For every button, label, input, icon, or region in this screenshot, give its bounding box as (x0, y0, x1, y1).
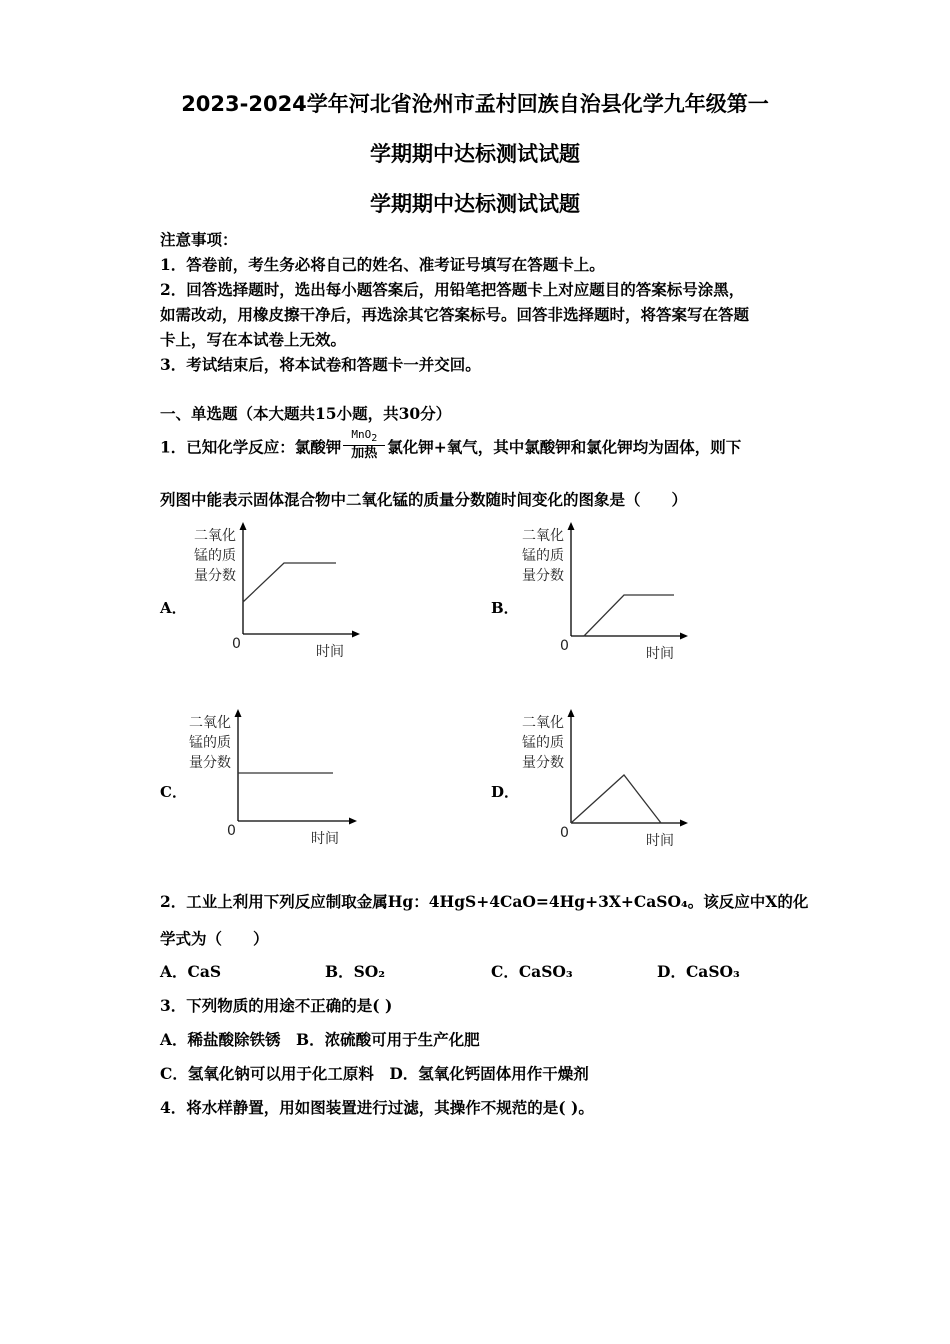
q2-option-c[interactable]: C．CaSO₃ (491, 962, 573, 981)
graph-origin: 0 (227, 823, 236, 839)
graph-xlabel: 时间 (316, 644, 344, 660)
doc-title-line2: 学期期中达标测试试题 (370, 142, 580, 166)
q2-option-d[interactable]: D．CaSO₃ (657, 962, 740, 981)
notice-item-2b: 如需改动，用橡皮擦干净后，再选涂其它答案标号。回答非选择题时，将答案写在答题 (160, 305, 750, 324)
graph-origin: 0 (232, 636, 241, 652)
q1-stem-line2: 列图中能表示固体混合物中二氧化锰的质量分数随时间变化的图象是（ ） (160, 490, 688, 509)
q3-options-row1[interactable]: A．稀盐酸除铁锈 B．浓硫酸可用于生产化肥 (160, 1030, 480, 1049)
graph-ylabel-1: 二氧化 (194, 528, 236, 544)
q2-option-b[interactable]: B．SO₂ (325, 962, 386, 981)
graph-ylabel-2: 锰的质 (194, 548, 236, 564)
graph-ylabel-3: 量分数 (194, 568, 236, 584)
graph-a-curve (243, 563, 336, 602)
graph-xlabel: 时间 (311, 831, 339, 847)
q1-prefix: 1．已知化学反应：氯酸钾 (160, 437, 342, 457)
q4-stem: 4．将水样静置，用如图装置进行过滤，其操作不规范的是( )。 (160, 1098, 594, 1117)
graph-ylabel-2: 锰的质 (522, 735, 564, 751)
notice-item-2c: 卡上，写在本试卷上无效。 (160, 330, 347, 349)
catalyst: MnO (351, 428, 372, 441)
doc-title-line1: 2023-2024学年河北省沧州市孟村回族自治县化学九年级第一 (181, 92, 769, 116)
q1-option-a-letter[interactable]: A． (160, 599, 187, 617)
reaction-arrow (343, 428, 385, 461)
notice-item-3: 3．考试结束后，将本试卷和答题卡一并交回。 (160, 355, 481, 374)
q1-suffix: 氯化钾+氧气，其中氯酸钾和氯化钾均为固体，则下 (387, 437, 742, 457)
graph-b-curve (584, 595, 674, 636)
graph-d-curve (571, 775, 661, 823)
q1-graph-c[interactable] (183, 705, 373, 865)
notice-item-1: 1．答卷前，考生务必将自己的姓名、准考证号填写在答题卡上。 (160, 255, 605, 274)
section-heading: 一、单选题（本大题共15小题，共30分） (160, 404, 452, 423)
q1-graph-d[interactable] (516, 705, 706, 865)
graph-origin: 0 (560, 825, 569, 841)
q1-option-d-letter[interactable]: D． (491, 783, 520, 801)
doc-title-line3: 学期期中达标测试试题 (370, 192, 580, 216)
q2-option-a[interactable]: A．CaS (160, 962, 222, 981)
q2-stem-line1: 2．工业上利用下列反应制取金属Hg：4HgS+4CaO=4Hg+3X+CaSO₄。该反应中X的化 (160, 892, 809, 911)
reaction-condition: 加热 (351, 446, 378, 461)
graph-origin: 0 (560, 638, 569, 654)
graph-ylabel-2: 锰的质 (522, 548, 564, 564)
graph-ylabel-1: 二氧化 (522, 528, 564, 544)
notice-heading: 注意事项： (160, 230, 238, 249)
graph-ylabel-1: 二氧化 (522, 715, 564, 731)
q3-stem: 3．下列物质的用途不正确的是( ) (160, 996, 393, 1015)
q1-graph-a[interactable] (188, 520, 378, 680)
graph-xlabel: 时间 (646, 646, 674, 662)
graph-ylabel-2: 锰的质 (189, 735, 231, 751)
catalyst-sub: 2 (371, 433, 378, 444)
graph-ylabel-1: 二氧化 (189, 715, 231, 731)
q1-graph-b[interactable] (516, 520, 706, 680)
q1-option-b-letter[interactable]: B． (491, 599, 519, 617)
q3-options-row2[interactable]: C．氢氧化钠可以用于化工原料 D．氢氧化钙固体用作干燥剂 (160, 1064, 589, 1083)
q1-stem-line1 (160, 428, 742, 465)
graph-ylabel-3: 量分数 (522, 755, 564, 771)
q2-stem-line2: 学式为（ ） (160, 929, 269, 948)
q1-option-c-letter[interactable]: C． (160, 783, 187, 801)
graph-ylabel-3: 量分数 (522, 568, 564, 584)
graph-xlabel: 时间 (646, 833, 674, 849)
graph-ylabel-3: 量分数 (189, 755, 231, 771)
notice-item-2a: 2．回答选择题时，选出每小题答案后，用铅笔把答题卡上对应题目的答案标号涂黑， (160, 280, 745, 299)
